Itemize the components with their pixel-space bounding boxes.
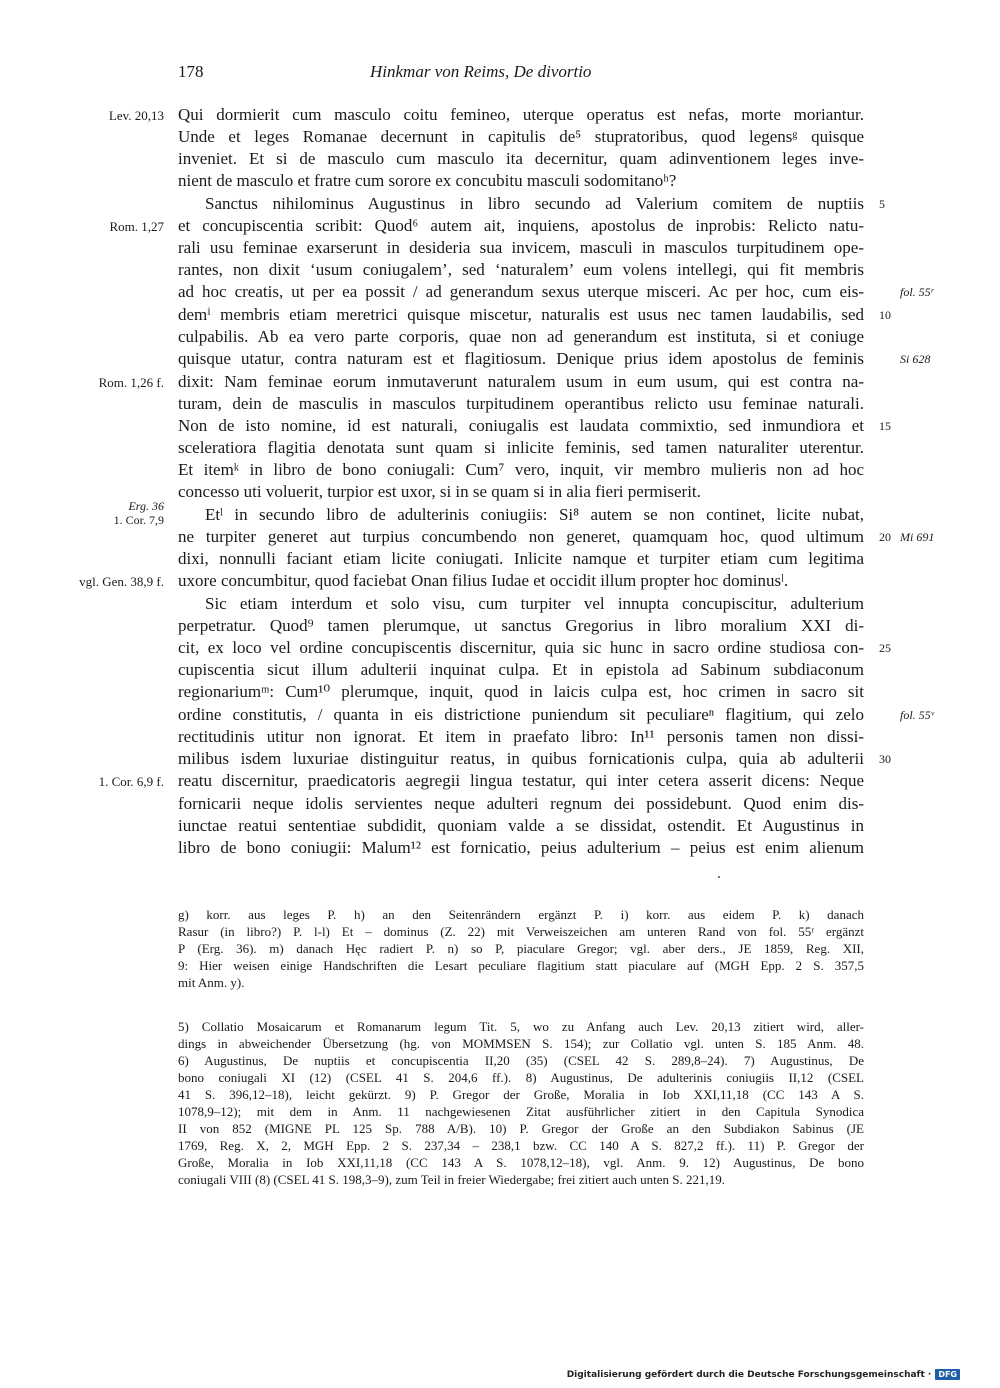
source-note-line: 5) Collatio Mosaicarum et Romanarum legum Tit. 5, wo zu Anfang auch Lev. 20,13 zitiert wird, aller- bbox=[178, 1019, 864, 1034]
folio-reference: fol. 55ᵛ bbox=[900, 708, 935, 722]
source-note-line: 6) Augustinus, De nuptiis et concupiscentia II,20 (35) (CSEL 42 S. 289,8–24). 7) Augustinus, De bbox=[178, 1053, 864, 1068]
text-line: regionariumᵐ: Cum¹⁰ plerumque, inquit, quod in laicis culpa est, hoc crimen in sacro sit bbox=[178, 682, 864, 701]
folio-reference: fol. 55ʳ bbox=[900, 285, 934, 299]
apparatus-line: mit Anm. y). bbox=[178, 975, 245, 990]
text-line: ordine constitutis, / quanta in eis districtione puniendum sit peculiareⁿ flagitium, qui zelo bbox=[178, 705, 864, 724]
source-note-line: dings in abweichender Übersetzung (hg. von MOMMSEN S. 154); zur Collatio vgl. unten S. 185 Anm. 48. bbox=[178, 1036, 864, 1051]
margin-reference: Rom. 1,26 f. bbox=[98, 375, 164, 390]
text-line: demⁱ membris etiam meretrici quisque miscetur, naturalis est usus nec tamen laudabilis, sed bbox=[178, 305, 864, 324]
edition-reference: Mi 691 bbox=[900, 530, 935, 544]
text-line: cit, ex loco vel ordine concupiscentis discernitur, quia sic hunc in sacro ordine studiosa con- bbox=[178, 638, 864, 657]
text-line: nient de masculo et fratre cum sorore ex concubitu masculi sodomitanoʰ? bbox=[178, 171, 677, 190]
text-line: cupiscentia sicut illum adulterii inquinat culpa. Et in epistola ad Sabinum subdiaconum bbox=[178, 660, 864, 679]
line-number: 10 bbox=[879, 308, 891, 322]
line-number: 30 bbox=[879, 752, 891, 766]
apparatus-line: g) korr. aus leges P. h) an den Seitenrändern ergänzt P. i) korr. aus eidem P. k) danach bbox=[178, 907, 864, 922]
text-line: quisque utatur, contra naturam est et flagitiosum. Denique prius idem apostolus de feminis bbox=[178, 349, 864, 368]
page-number: 178 bbox=[178, 62, 204, 81]
source-note-line: coniugali VIII (8) (CSEL 41 S. 198,3–9), zum Teil in freier Wiedergabe; frei zitiert auch unten S. 221,19. bbox=[178, 1172, 725, 1187]
source-note-line: 1769, Reg. X, 2, MGH Epp. 2 S. 237,34 – 238,1 bzw. CC 140 A S. 827,2 ff.). 11) P. Gregor der bbox=[178, 1138, 864, 1153]
text-line: Qui dormierit cum masculo coitu femineo, uterque operatus est nefas, morte moriantur. bbox=[178, 105, 864, 124]
source-note-line: Große, Moralia in Iob XXI,11,18 (CC 143 A S. 1078,12–18), vgl. Anm. 9. 12) Augustinus, De bono bbox=[178, 1155, 864, 1170]
text-line: ne turpiter generet aut turpius concumbendo non generet, quamquam hoc, quod ultimum bbox=[178, 527, 864, 546]
source-note-line: II von 852 (MIGNE PL 125 Sp. 788 A/B). 10) P. Gregor der Große an den Subdiakon Sabinus (JE bbox=[178, 1121, 864, 1136]
text-line: iunctae reatui sententiae subdidit, quoniam valde a se dissidat, ostendit. Et Augustinus in bbox=[178, 816, 864, 835]
source-note-line: bono coniugali XI (12) (CSEL 41 S. 204,6 ff.). 8) Augustinus, De adulterinis coniugiis II,12 (CSEL bbox=[178, 1070, 864, 1085]
text-line: Non de isto nomine, id est naturali, coniugalis est laudata commixtio, sed inmundiora et bbox=[178, 416, 864, 435]
margin-reference: 1. Cor. 6,9 f. bbox=[98, 774, 164, 789]
source-note-line: 41 S. 396,12–18), leicht gekürzt. 9) P. Gregor der Große, Moralia in Iob XXI,11,18 (CC 143 A S. bbox=[178, 1087, 864, 1102]
text-line: Sic etiam interdum et solo visu, cum turpiter vel innupta concupiscitur, adulterium bbox=[205, 594, 864, 613]
text-line: ad hoc creatis, ut per ea possit / ad generandum sexus uterque misceri. Ac per hoc, cum eis- bbox=[178, 282, 864, 301]
line-number: 15 bbox=[879, 419, 891, 433]
separator-mark bbox=[718, 876, 720, 878]
text-line: rectitudinis utitur non ignorat. Et item in praefato libro: In¹¹ personis tamen non dissi- bbox=[178, 727, 864, 746]
margin-reference: vgl. Gen. 38,9 f. bbox=[79, 574, 164, 589]
text-line: libro de bono coniugii: Malum¹² est fornicatio, peius adulterium – peius est enim alienum bbox=[178, 838, 864, 857]
text-line: culpabilis. Ab ea vero parte corporis, quae non ad generandum est instituta, si et coniuge bbox=[178, 327, 864, 346]
text-line: Etˡ in secundo libro de adulterinis coniugiis: Si⁸ autem se non continet, licite nubat, bbox=[205, 505, 864, 524]
edition-reference: Si 628 bbox=[900, 352, 931, 366]
line-number: 20 bbox=[879, 530, 891, 544]
text-line: fornicarii neque idolis servientes neque adulteri regnum dei possidebunt. Quod enim dis- bbox=[178, 794, 864, 813]
text-line: rantes, non dixit ‘usum coniugalem’, sed ‘naturalem’ eum volens intellegi, qui fit membris bbox=[178, 260, 864, 279]
text-line: perpetratur. Quod⁹ tamen plerumque, ut sanctus Gregorius in libro moralium XXI di- bbox=[178, 616, 864, 635]
line-number: 5 bbox=[879, 197, 885, 211]
source-note-line: 1078,9–12); mit dem in Anm. 11 nachgewiesenen Zitat ausführlicher zitiert in den Capitula Synodica bbox=[178, 1104, 864, 1119]
apparatus-line: P (Erg. 36). m) danach Hęc radiert P. n) so P, piaculare Gregor; vgl. aber ders., JE 1859, Reg. XII, bbox=[178, 941, 864, 956]
margin-reference: Erg. 36 bbox=[128, 499, 164, 513]
apparatus-line: 9: Hier weisen einige Handschriften die Lesart peculiare flagitium statt piaculare auf (MGH Epp. 2 S. 357,5 bbox=[178, 958, 864, 973]
text-line: uxore concumbitur, quod faciebat Onan filius Iudae et occidit illum propter hoc dominusˡ. bbox=[178, 571, 789, 590]
dfg-logo-icon: DFG bbox=[935, 1369, 960, 1380]
text-line: rali usu feminae exarserunt in desideria sua invicem, masculi in masculos turpitudinem ope- bbox=[178, 238, 864, 257]
funding-footer bbox=[567, 1369, 960, 1380]
text-line: et concupiscentia scribit: Quod⁶ autem ait, inquiens, apostolus de inprobis: Relicto natu- bbox=[178, 216, 864, 235]
funding-text: Digitalisierung gefördert durch die Deutsche Forschungsgemeinschaft · bbox=[566, 1370, 932, 1380]
margin-reference: Lev. 20,13 bbox=[108, 108, 164, 123]
text-line: Unde et leges Romanae decernunt in capitulis de⁵ stupratoribus, quod legensᵍ quisque bbox=[178, 127, 864, 146]
line-number: 25 bbox=[879, 641, 891, 655]
text-line: dixit: Nam feminae eorum inmutaverunt naturalem usum in eum usum, qui est contra na- bbox=[178, 372, 864, 391]
margin-reference: 1. Cor. 7,9 bbox=[113, 513, 164, 527]
text-line: dixi, nonnulli faciant etiam licite coniugati. Inlicite namque et turpiter etiam cum legitima bbox=[178, 549, 864, 568]
text-line: Et itemᵏ in libro de bono coniugali: Cum⁷ vero, inquit, vir membro mulieris non ad hoc bbox=[178, 460, 864, 479]
apparatus-line: Rasur (in libro?) P. l-l) Et – dominus (Z. 22) mit Verweiszeichen am unteren Rand von fol. 55ʳ ergänzt bbox=[178, 924, 864, 939]
text-line: Sanctus nihilominus Augustinus in libro secundo ad Valerium comitem de nuptiis bbox=[205, 194, 864, 213]
running-title: Hinkmar von Reims, De divortio bbox=[370, 62, 592, 81]
text-line: concesso uti voluerit, turpior est uxor, si in se quam si in alia fieri permiserit. bbox=[178, 482, 701, 501]
margin-reference: Rom. 1,27 bbox=[109, 219, 164, 234]
text-line: reatu discernitur, praedicatoris aegregii lingua testatur, qui inter cetera asserit dicens: Neque bbox=[178, 771, 864, 790]
text-line: milibus isdem luxuriae distinguitur reatus, in quibus fornicationis culpa, quia ab adulterii bbox=[178, 749, 864, 768]
text-line: turam, dein de masculis in masculos turpitudinem operantibus relicto usu feminae naturali. bbox=[178, 394, 864, 413]
text-line: sceleratiora flagitia denotata sunt quam si inlicite feminis, sed tamen naturaliter uterentur. bbox=[178, 438, 864, 457]
text-line: inveniet. Et si de masculo cum masculo ita decernitur, quam adinventionem leges inve- bbox=[178, 149, 864, 168]
